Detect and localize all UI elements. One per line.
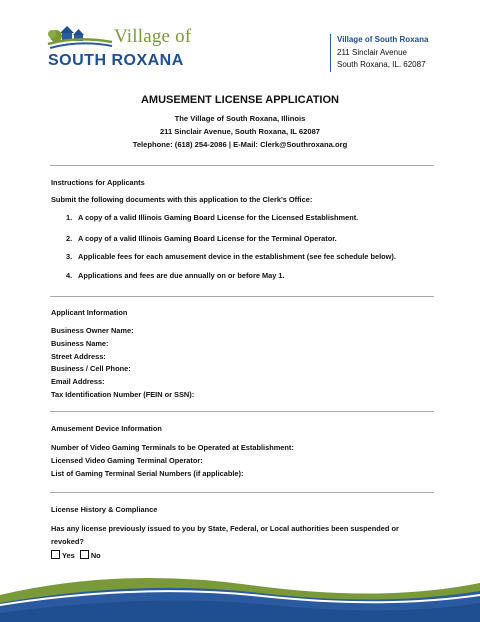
letterhead-address	[330, 34, 428, 72]
address-street: 211 Sinclair Avenue	[337, 47, 407, 57]
instruction-item	[66, 213, 358, 222]
history-question: Has any license previously issued to you by State, Federal, or Local authorities been suspended or	[51, 524, 399, 533]
history-heading: License History & Compliance	[51, 505, 158, 514]
field-terminal-count[interactable]: Number of Video Gaming Terminals to be Operated at Establishment:	[51, 443, 294, 452]
instruction-item	[66, 234, 337, 243]
footer-wave	[0, 565, 480, 622]
field-street-address[interactable]: Street Address:	[51, 352, 106, 361]
divider	[50, 411, 434, 412]
divider	[50, 165, 434, 166]
village-logo-icon	[46, 24, 114, 52]
divider	[50, 296, 434, 297]
item-number: 1.	[66, 213, 73, 222]
logo-text-village: Village of	[114, 26, 192, 47]
field-phone[interactable]: Business / Cell Phone:	[51, 364, 131, 373]
item-number: 4.	[66, 271, 73, 280]
item-text: Applications and fees are due annually on or before May 1.	[78, 271, 285, 280]
applicant-heading: Applicant Information	[51, 308, 128, 317]
subtitle-village: The Village of South Roxana, Illinois	[174, 114, 306, 123]
field-tax-id[interactable]: Tax Identification Number (FEIN or SSN):	[51, 390, 195, 399]
yes-label: Yes	[62, 551, 75, 560]
divider	[50, 492, 434, 493]
village-logo	[44, 22, 194, 72]
field-serial-numbers[interactable]: List of Gaming Terminal Serial Numbers (if applicable):	[51, 469, 244, 478]
field-business-owner-name[interactable]: Business Owner Name:	[51, 326, 134, 335]
subtitle-contact: Telephone: (618) 254-2086 | E-Mail: Clerk@Southroxana.org	[132, 140, 348, 149]
history-question-cont: revoked?	[51, 537, 84, 546]
item-text: Applicable fees for each amusement device in the establishment (see fee schedule below).	[78, 252, 396, 261]
instructions-intro: Submit the following documents with this application to the Clerk’s Office:	[51, 195, 313, 204]
instruction-item	[66, 271, 285, 280]
field-business-name[interactable]: Business Name:	[51, 339, 109, 348]
field-terminal-operator[interactable]: Licensed Video Gaming Terminal Operator:	[51, 456, 203, 465]
subtitle-address: 211 Sinclair Avenue, South Roxana, IL 62087	[159, 127, 321, 136]
device-heading: Amusement Device Information	[51, 424, 162, 433]
instruction-item	[66, 252, 396, 261]
logo-text-name: SOUTH ROXANA	[48, 52, 184, 69]
field-email[interactable]: Email Address:	[51, 377, 105, 386]
item-number: 2.	[66, 234, 73, 243]
item-text: A copy of a valid Illinois Gaming Board License for the Licensed Establishment.	[78, 213, 359, 222]
document-title: AMUSEMENT LICENSE APPLICATION	[140, 94, 339, 106]
no-checkbox[interactable]	[80, 550, 89, 559]
no-label: No	[90, 551, 101, 560]
item-text: A copy of a valid Illinois Gaming Board License for the Terminal Operator.	[78, 234, 337, 243]
instructions-heading: Instructions for Applicants	[51, 178, 145, 187]
yes-checkbox[interactable]	[51, 550, 60, 559]
letterhead	[0, 0, 480, 80]
address-city: South Roxana, IL. 62087	[337, 60, 426, 69]
item-number: 3.	[66, 252, 73, 261]
address-title: Village of South Roxana	[337, 35, 429, 44]
history-options	[51, 550, 101, 560]
